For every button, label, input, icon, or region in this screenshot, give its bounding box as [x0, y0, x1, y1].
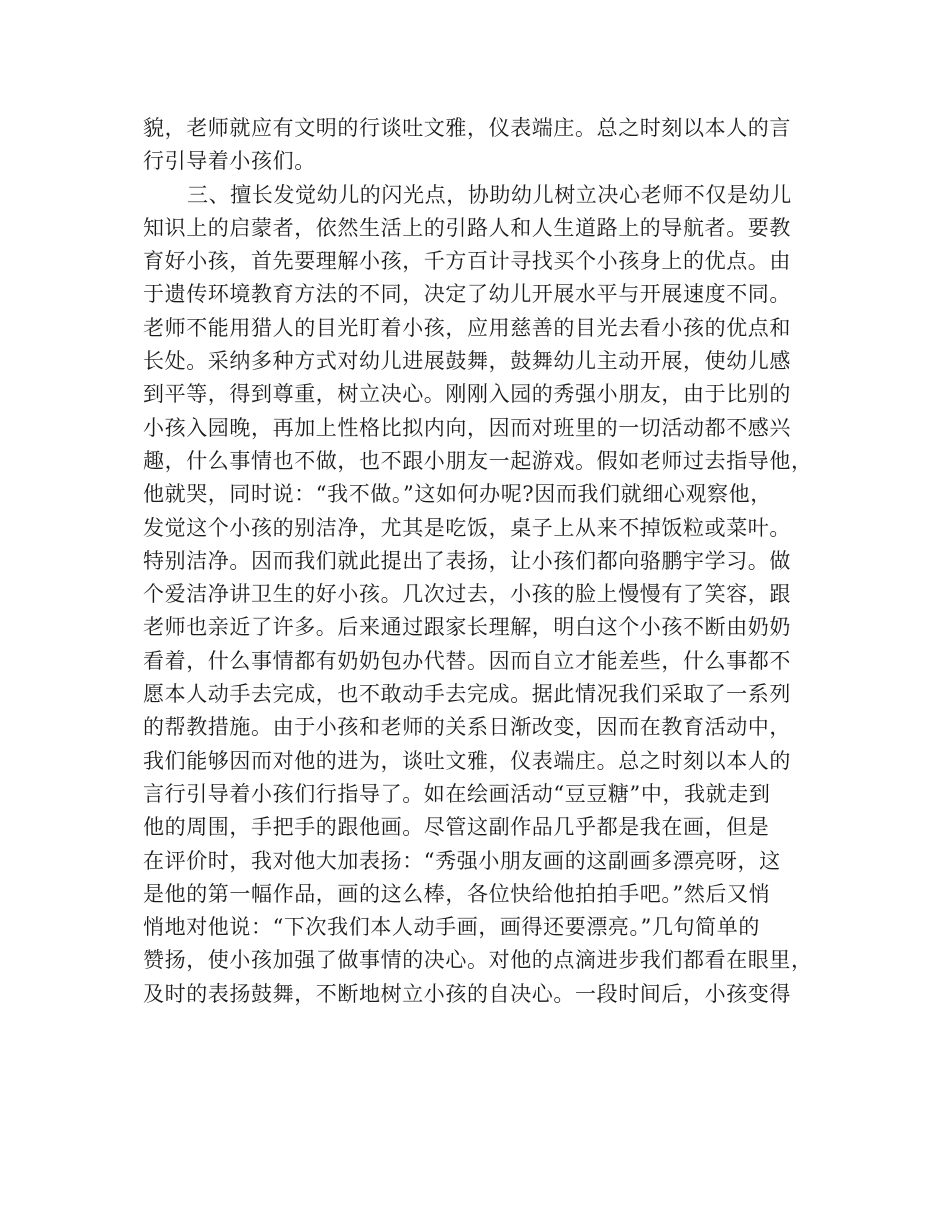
text-line: 及时的表扬鼓舞，不断地树立小孩的自决心。一段时间后，小孩变得 [143, 981, 791, 1006]
text-line: 赞扬，使小孩加强了做事情的决心。对他的点滴进步我们都看在眼里， [143, 948, 813, 973]
text-line: 知识上的启蒙者，依然生活上的引路人和人生道路上的导航者。要教 [143, 215, 791, 240]
text-line: 发觉这个小孩的别洁净，尤其是吃饭，桌子上从来不掉饭粒或菜叶。 [143, 515, 791, 540]
text-line: 貌，老师就应有文明的行谈吐文雅，仪表端庄。总之时刻以本人的言 [143, 116, 791, 140]
text-line: 在评价时，我对他大加表扬：“秀强小朋友画的这副画多漂亮呀，这 [143, 848, 781, 873]
text-line: 我们能够因而对他的进为，谈吐文雅，仪表端庄。总之时刻以本人的 [143, 748, 791, 773]
text-line: 行引导着小孩们。 [143, 149, 316, 174]
text-line: 是他的第一幅作品，画的这么棒，各位快给他拍拍手吧。”然后又悄 [143, 881, 771, 906]
text-line: 言行引导着小孩们行指导了。如在绘画活动“豆豆糖”中，我就走到 [143, 781, 771, 806]
text-line: 他就哭，同时说：“我不做。”这如何办呢?因而我们就细心观察他， [143, 482, 772, 507]
paragraph-start-line: 三、擅长发觉幼儿的闪光点，协助幼儿树立决心老师不仅是幼儿 [187, 182, 792, 207]
text-line: 老师不能用猎人的目光盯着小孩，应用慈善的目光去看小孩的优点和 [143, 315, 791, 340]
text-line: 老师也亲近了许多。后来通过跟家长理解，明白这个小孩不断由奶奶 [143, 615, 791, 640]
text-line: 愿本人动手去完成，也不敢动手去完成。据此情况我们采取了一系列 [143, 682, 791, 707]
text-line: 小孩入园晚，再加上性格比拟内向，因而对班里的一切活动都不感兴 [143, 415, 791, 440]
text-line: 育好小孩，首先要理解小孩，千方百计寻找买个小孩身上的优点。由 [143, 249, 791, 274]
text-line: 特别洁净。因而我们就此提出了表扬，让小孩们都向骆鹏宇学习。做 [143, 548, 791, 573]
text-line: 趣，什么事情也不做，也不跟小朋友一起游戏。假如老师过去指导他， [143, 448, 813, 473]
text-line: 看着，什么事情都有奶奶包办代替。因而自立才能差些，什么事都不 [143, 648, 791, 673]
text-line: 个爱洁净讲卫生的好小孩。几次过去，小孩的脸上慢慢有了笑容，跟 [143, 582, 791, 607]
text-line: 于遗传环境教育方法的不同，决定了幼儿开展水平与开展速度不同。 [143, 282, 791, 307]
text-line: 的帮教措施。由于小孩和老师的关系日渐改变，因而在教育活动中， [143, 715, 791, 740]
body-text [143, 112, 813, 1011]
text-line: 悄地对他说：“下次我们本人动手画，画得还要漂亮。”几句简单的 [143, 915, 760, 940]
text-line: 他的周围，手把手的跟他画。尽管这副作品几乎都是我在画，但是 [143, 815, 770, 840]
text-line: 长处。采纳多种方式对幼儿进展鼓舞，鼓舞幼儿主动开展，使幼儿感 [143, 349, 791, 374]
text-line: 到平等，得到尊重，树立决心。刚刚入园的秀强小朋友，由于比别的 [143, 382, 791, 407]
